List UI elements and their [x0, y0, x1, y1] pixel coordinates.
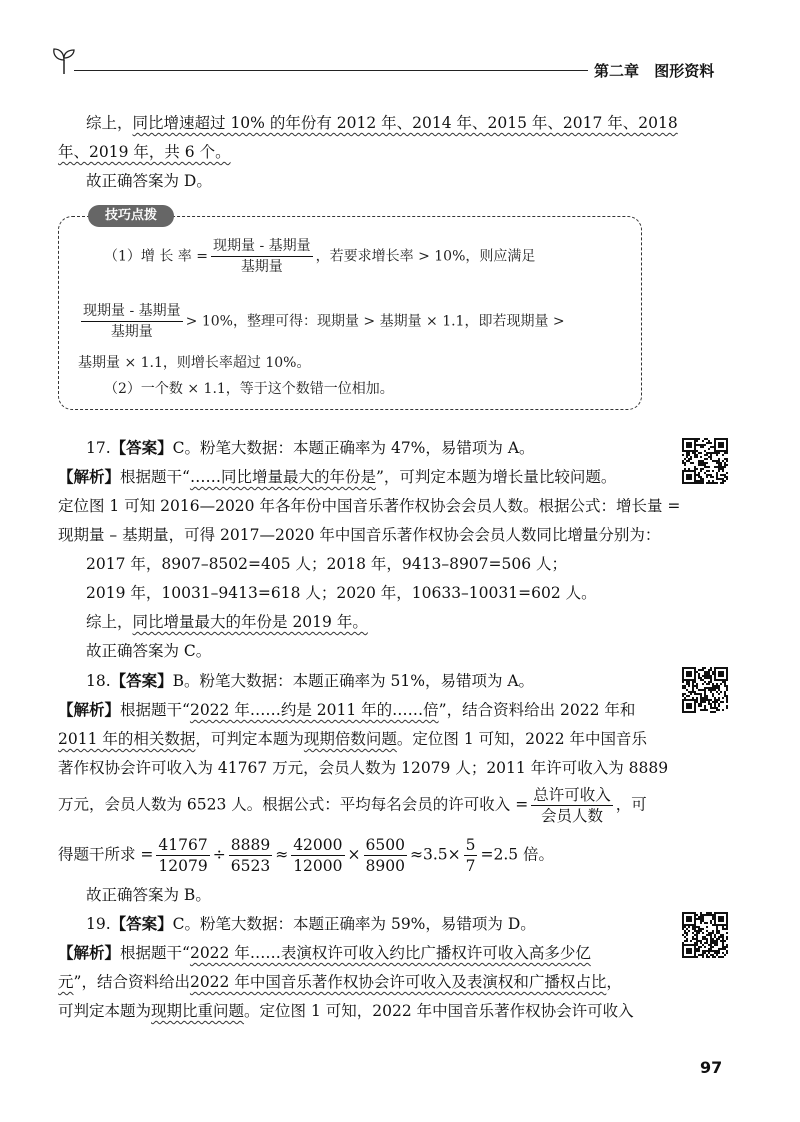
sprout-icon	[50, 46, 78, 76]
q17-analysis-1: 【解析】根据题干“……同比增量最大的年份是”，可判定本题为增长量比较问题。	[58, 468, 617, 486]
q18-analysis-1: 【解析】根据题干“2022 年……约是 2011 年的……倍”，结合资料给出 2022 年和	[58, 701, 636, 719]
q19-analysis-3: 可判定本题为现期比重问题。定位图 1 可知，2022 年中国音乐著作权协会许可收入	[58, 1002, 634, 1020]
q18-answer: 故正确答案为 B。	[86, 886, 211, 904]
tip-line-4: （2）一个数 × 1.1，等于这个数错一位相加。	[104, 381, 394, 397]
calc-fraction-1: $\frac{41767}{12079}$	[158, 836, 208, 875]
q17-qr-code-icon[interactable]	[682, 438, 728, 484]
tip-fraction-1: $\frac{\text{现期量 - 基期量}}{\text{基期量}}$	[213, 238, 311, 275]
q19-analysis-2: 元”，结合资料给出2022 年中国音乐著作权协会许可收入及表演权和广播权占比，	[58, 973, 622, 991]
tip-badge: 技巧点拨	[88, 205, 174, 227]
q18-analysis-2: 2011 年的相关数据，可判定本题为现期倍数问题。定位图 1 可知，2022 年中国音乐	[58, 730, 647, 748]
q19-qr-code-icon[interactable]	[682, 912, 728, 958]
tip-line-3: 基期量 × 1.1，则增长率超过 10%。	[78, 355, 311, 371]
summary-line-2: 年、2019 年，共 6 个。	[58, 143, 231, 161]
q19-analysis-1: 【解析】根据题干“2022 年……表演权许可收入约比广播权许可收入高多少亿	[58, 944, 591, 962]
q18-calculation: 得题干所求 = $\frac{41767}{12079}$ ÷ $\frac{8889}{6523}$ ≈ $\frac{42000}{12000}$ × $\frac{6500}{8900}$ ≈3.5× $\frac{5}{7}$ =2.5 倍。	[58, 836, 555, 875]
q17-analysis-4: 2017 年，8907–8502=405 人；2018 年，9413–8907=506 人；	[86, 555, 568, 573]
tip-line-1: （1）增 长 率 = $\frac{\text{现期量 - 基期量}}{\text{基期量}}$ ，若要求增长率 > 10%，则应满足	[104, 238, 536, 275]
q17-analysis-5: 2019 年，10031–9413=618 人；2020 年，10633–10031=602 人。	[86, 584, 597, 602]
q19-heading: 19.【答案】C。粉笔大数据：本题正确率为 59%，易错项为 D。	[86, 915, 536, 933]
chapter-number: 第二章	[594, 62, 640, 80]
q17-analysis-6: 综上，同比增量最大的年份是 2019 年。	[86, 613, 368, 631]
q18-heading: 18.【答案】B。粉笔大数据：本题正确率为 51%，易错项为 A。	[86, 672, 535, 690]
q18-analysis-4: 万元，会员人数为 6523 人。根据公式：平均每名会员的许可收入 = $\frac{\text{总许可收入}}{\text{会员人数}}$ ，可	[58, 786, 647, 825]
header-divider	[74, 70, 588, 71]
calc-fraction-2: $\frac{8889}{6523}$	[230, 836, 271, 875]
q18-qr-code-icon[interactable]	[682, 667, 728, 713]
summary-answer: 故正确答案为 D。	[86, 172, 212, 190]
page-number: 97	[700, 1058, 723, 1077]
q17-analysis-3: 现期量 – 基期量，可得 2017—2020 年中国音乐著作权协会会员人数同比增量分别为：	[58, 526, 661, 544]
summary-line-1: 综上，同比增速超过 10% 的年份有 2012 年、2014 年、2015 年、2017 年、2018	[86, 114, 678, 132]
q18-analysis-3: 著作权协会许可收入为 41767 万元，会员人数为 12079 人；2011 年许可收入为 8889	[58, 759, 669, 777]
calc-fraction-4: $\frac{6500}{8900}$	[365, 836, 405, 875]
q17-analysis-2: 定位图 1 可知 2016—2020 年各年份中国音乐著作权协会会员人数。根据公式：增长量 =	[58, 497, 681, 515]
q17-heading: 17.【答案】C。粉笔大数据：本题正确率为 47%，易错项为 A。	[86, 439, 535, 457]
calc-fraction-5: $\frac{5}{7}$	[465, 836, 476, 875]
tip-fraction-2: $\frac{\text{现期量 - 基期量}}{\text{基期量}}$	[83, 303, 181, 340]
q18-formula-fraction: $\frac{\text{总许可收入}}{\text{会员人数}}$	[533, 786, 611, 825]
page-header	[0, 40, 800, 90]
chapter-heading	[594, 60, 714, 81]
chapter-title: 图形资料	[654, 62, 715, 80]
calc-fraction-3: $\frac{42000}{12000}$	[293, 836, 343, 875]
tip-line-2: $\frac{\text{现期量 - 基期量}}{\text{基期量}}$ > 10%，整理可得：现期量 > 基期量 × 1.1，即若现期量 >	[83, 303, 565, 340]
q17-answer: 故正确答案为 C。	[86, 642, 212, 660]
